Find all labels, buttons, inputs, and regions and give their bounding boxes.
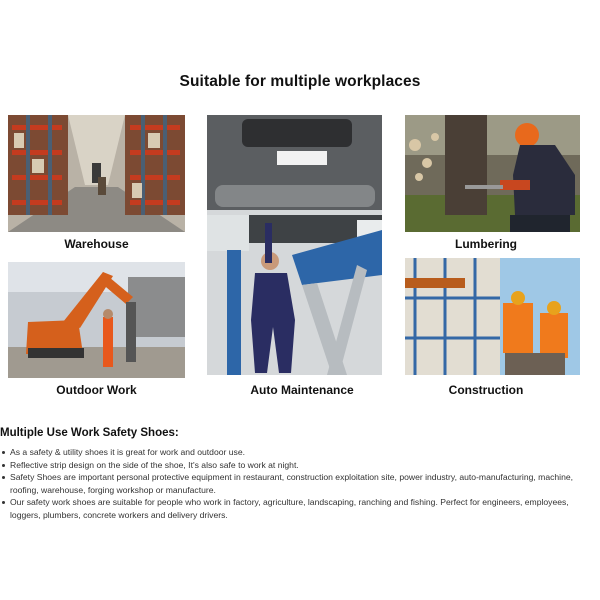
- workplace-label-warehouse: Warehouse: [64, 237, 129, 251]
- uses-bullet-list: [0, 446, 596, 522]
- warehouse-photo: [8, 115, 185, 232]
- page-headline: Suitable for multiple workplaces: [179, 73, 421, 90]
- outdoor-work-photo: [8, 262, 185, 378]
- list-item: Our safety work shoes are suitable for people who work in factory, agriculture, landscaping, ranching and fishing. Perfect for engineers, employees, loggers, plumbers, concrete workers and delivery drivers.: [0, 496, 596, 521]
- auto-maintenance-photo: [207, 115, 382, 375]
- list-item: Safety Shoes are important personal protective equipment in restaurant, construction exploitation site, power industry, auto-manufacturing, machine, roofing, warehouse, forging workshop or manufacture.: [0, 471, 596, 496]
- list-item: As a safety & utility shoes it is great for work and outdoor use.: [0, 446, 596, 459]
- construction-photo: [405, 258, 580, 375]
- lumbering-photo: [405, 115, 580, 232]
- workplace-label-auto-maintenance: Auto Maintenance: [250, 383, 354, 397]
- workplace-label-outdoor-work: Outdoor Work: [56, 383, 137, 397]
- workplace-label-construction: Construction: [448, 383, 524, 397]
- list-item: Reflective strip design on the side of the shoe, It's also safe to work at night.: [0, 459, 596, 472]
- workplace-label-lumbering: Lumbering: [455, 237, 517, 251]
- uses-title: Multiple Use Work Safety Shoes:: [0, 427, 179, 439]
